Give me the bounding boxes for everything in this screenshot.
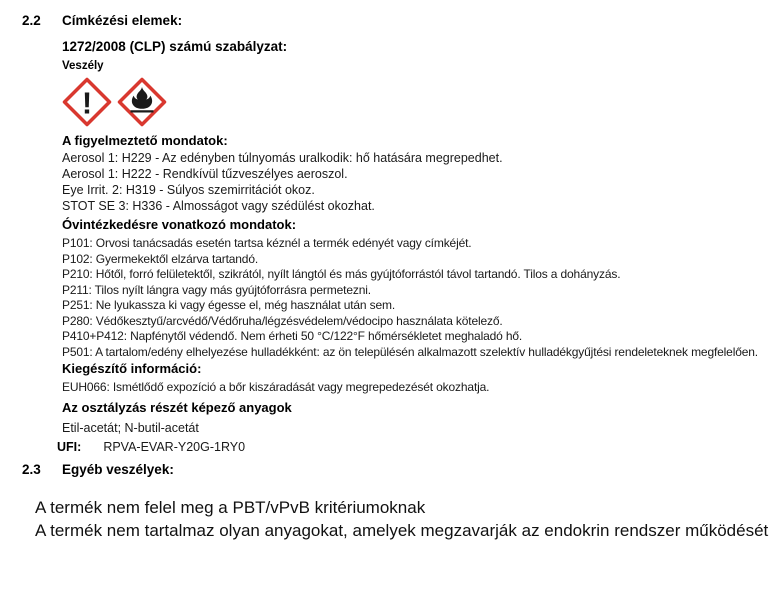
hazard-statements	[62, 150, 758, 214]
endocrine-statement: A termék nem tartalmaz olyan anyagokat, amelyek megzavarják az endokrin rendszer működését	[35, 521, 769, 540]
other-hazards-statements	[35, 496, 770, 542]
clp-regulation-heading: 1272/2008 (CLP) számú szabályzat:	[62, 39, 288, 54]
ufi-label: UFI:	[57, 440, 82, 454]
precautionary-statement: P102: Gyermekektől elzárva tartandó.	[62, 251, 259, 266]
section-2-2	[22, 12, 770, 455]
euh-statement: EUH066: Ismétlődő expozíció a bőr kiszáradását vagy megrepedezését okozhatja.	[62, 380, 490, 394]
pbt-statement: A termék nem felel meg a PBT/vPvB kritériumoknak	[35, 498, 426, 517]
ufi-row	[57, 439, 758, 455]
section-2-2-number: 2.2	[22, 13, 41, 28]
ghs-pictograms	[62, 77, 758, 127]
section-2-2-body	[57, 12, 758, 455]
precautionary-statement: P101: Orvosi tanácsadás esetén tartsa kéznél a termék edényét vagy címkéjét.	[62, 236, 472, 250]
precautionary-statements	[62, 236, 758, 360]
section-2-3-number: 2.3	[22, 462, 41, 477]
precautionary-statement: P280: Védőkesztyű/arcvédő/Védőruha/légzésvédelem/védocipo használata kötelező.	[62, 313, 503, 328]
exclamation-mark-icon	[62, 77, 112, 127]
signal-word: Veszély	[62, 60, 104, 72]
classification-substances: Etil-acetát; N-butil-acetát	[62, 421, 199, 435]
hazard-statements-heading: A figyelmeztető mondatok:	[62, 133, 228, 148]
flame-icon	[117, 77, 167, 127]
precautionary-statement: P210: Hőtől, forró felületektől, szikrától, nyílt lángtól és más gyújtóforrástól távol tartandó. Tilos a dohányzás.	[62, 267, 621, 281]
hazard-statement: Aerosol 1: H222 - Rendkívül tűzveszélyes aeroszol.	[62, 167, 348, 181]
precautionary-statement: P410+P412: Napfénytől védendő. Nem érheti 50 °C/122°F hőmérsékletet meghaladó hő.	[62, 329, 523, 343]
supplemental-info-heading: Kiegészítő információ:	[62, 361, 202, 376]
section-2-2-title: Címkézési elemek:	[62, 13, 183, 28]
hazard-statement: Aerosol 1: H229 - Az edényben túlnyomás uralkodik: hő hatására megrepedhet.	[62, 151, 503, 165]
classification-substances-heading: Az osztályzás részét képező anyagok	[62, 400, 292, 415]
hazard-statement: STOT SE 3: H336 - Almosságot vagy szédülést okozhat.	[62, 199, 375, 213]
section-2-3-body	[62, 461, 758, 479]
exclamation-glyph: !	[81, 85, 93, 121]
hazard-statement: Eye Irrit. 2: H319 - Súlyos szemirritációt okoz.	[62, 183, 315, 197]
ufi-value: RPVA-EVAR-Y20G-1RY0	[103, 440, 246, 454]
section-2-3	[22, 461, 770, 479]
precautionary-statements-heading: Óvintézkedésre vonatkozó mondatok:	[62, 217, 297, 232]
precautionary-statement: P251: Ne lyukassza ki vagy égesse el, még használat után sem.	[62, 298, 396, 312]
precautionary-statement: P211: Tilos nyílt lángra vagy más gyújtóforrásra permetezni.	[62, 282, 371, 297]
precautionary-statement: P501: A tartalom/edény elhelyezése hulladékként: az ön településén alkalmazott szelektív hulladékgyűjtési rendeleteknek megfelelően.	[62, 344, 758, 359]
section-2-3-title: Egyéb veszélyek:	[62, 462, 174, 477]
